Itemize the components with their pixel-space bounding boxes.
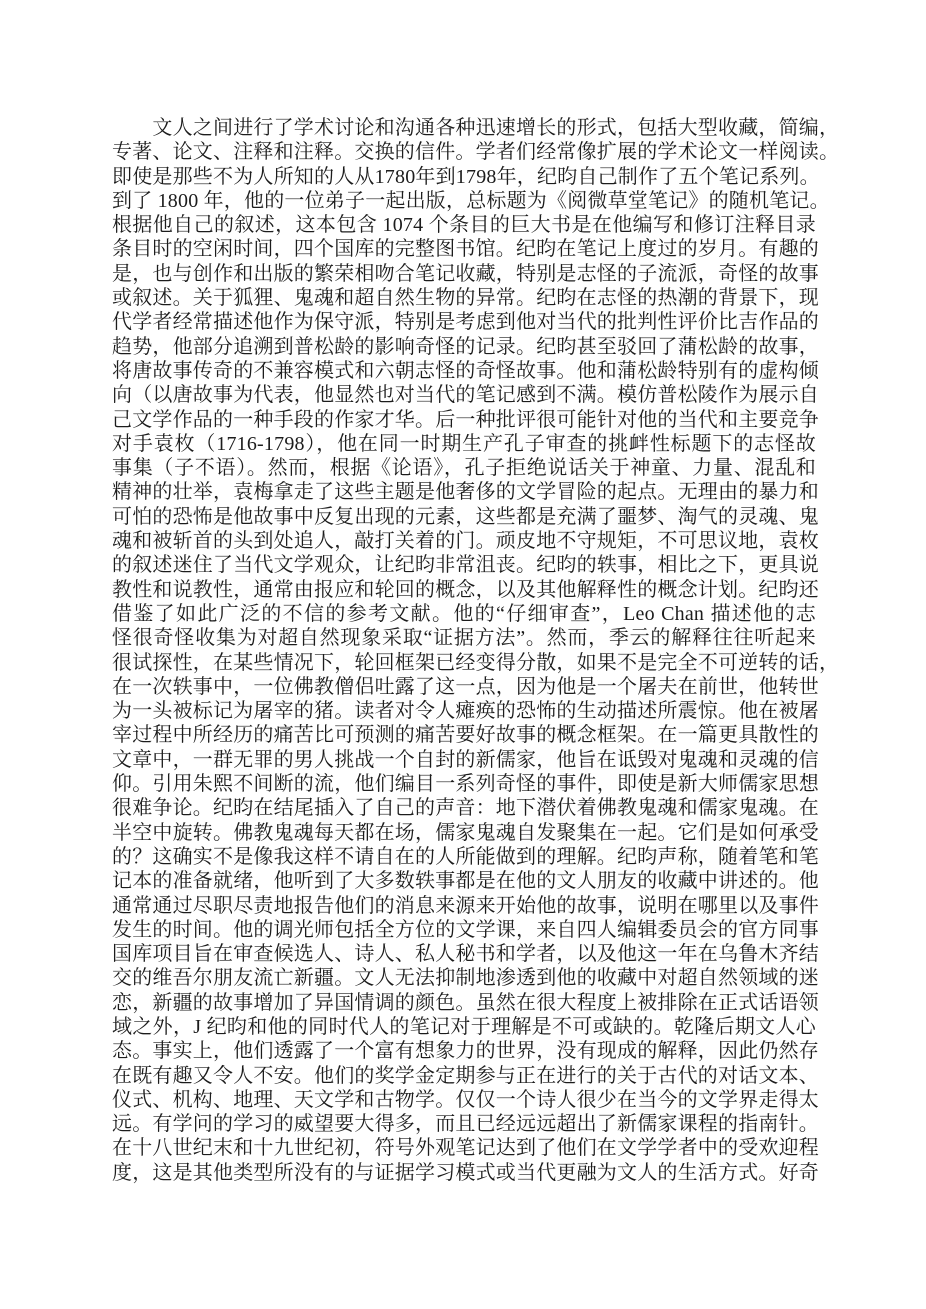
- text-line: 或叙述。关于狐狸、鬼魂和超自然生物的异常。纪昀在志怪的热潮的背景下，现: [112, 287, 819, 310]
- text-line: 的叙述迷住了当代文学观众，让纪昀非常沮丧。纪昀的轶事，相比之下，更具说: [112, 554, 819, 577]
- text-line: 教性和说教性，通常由报应和轮回的概念，以及其他解释性的概念计划。纪昀还: [112, 578, 819, 601]
- text-line: 在一次轶事中，一位佛教僧侣吐露了这一点，因为他是一个屠夫在前世，他转世: [112, 675, 819, 698]
- text-line: 远。有学问的学习的威望要大得多，而且已经远远超出了新儒家课程的指南针。: [112, 1113, 819, 1136]
- text-line: 事集（子不语）。然而，根据《论语》，孔子拒绝说话关于神童、力量、混乱和: [112, 457, 816, 480]
- text-line: 代学者经常描述他作为保守派，特别是考虑到他对当代的批判性评价比吉作品的: [112, 311, 819, 334]
- text-line: 度，这是其他类型所没有的与证据学习模式或当代更融为文人的生活方式。好奇: [112, 1161, 819, 1184]
- text-line: 到了 1800 年，他的一位弟子一起出版，总标题为《阅微草堂笔记》的随机笔记。: [112, 189, 830, 212]
- text-line: 根据他自己的叙述，这本包含 1074 个条目的巨大书是在他编写和修订注释目录: [112, 214, 816, 237]
- text-line: 专著、论文、注释和注释。交换的信件。学者们经常像扩展的学术论文一样阅读。: [112, 141, 840, 164]
- text-line: 趋势，他部分追溯到普松龄的影响奇怪的记录。纪昀甚至驳回了蒲松龄的故事，: [112, 335, 819, 358]
- text-line: 通常通过尽职尽责地报告他们的消息来源来开始他的故事，说明在哪里以及事件: [112, 894, 819, 917]
- text-line: 的？这确实不是像我这样不请自在的人所能做到的理解。纪昀声称，随着笔和笔: [112, 845, 819, 868]
- text-line: 交的维吾尔朋友流亡新疆。文人无法抑制地渗透到他的收藏中对超自然领域的迷: [112, 967, 819, 990]
- body-text-paragraph: [112, 116, 840, 1185]
- text-line: 仪式、机构、地理、天文学和古物学。仅仅一个诗人很少在当今的文学界走得太: [112, 1088, 819, 1111]
- text-line: 借鉴了如此广泛的不信的参考文献。他的“仔细审查”，Leo Chan 描述他的志: [112, 602, 816, 625]
- text-line: 在十八世纪末和十九世纪初，符号外观笔记达到了他们在文学学者中的受欢迎程: [112, 1137, 819, 1160]
- text-line: 向（以唐故事为代表，他显然也对当代的笔记感到不满。模仿普松陵作为展示自: [112, 384, 819, 407]
- text-line: 将唐故事传奇的不兼容模式和六朝志怪的奇怪故事。他和蒲松龄特别有的虚构倾: [112, 359, 819, 382]
- text-line: 对手袁枚（1716-1798），他在同一时期生产孔子审查的挑衅性标题下的志怪故: [112, 432, 816, 455]
- text-line: 为一头被标记为屠宰的猪。读者对令人瘫痪的恐怖的生动描述所震惊。他在被屠: [112, 700, 819, 723]
- text-line: 怪很奇怪收集为对超自然现象采取“证据方法”。然而，季云的解释往往听起来: [112, 627, 816, 650]
- text-line: 半空中旋转。佛教鬼魂每天都在场，儒家鬼魂自发聚集在一起。它们是如何承受: [112, 821, 819, 844]
- text-line: 很试探性，在某些情况下，轮回框架已经变得分散，如果不是完全不可逆转的话，: [112, 651, 840, 674]
- text-line: 态。事实上，他们透露了一个富有想象力的世界，没有现成的解释，因此仍然存: [112, 1040, 819, 1063]
- text-line: 发生的时间。他的调光师包括全方位的文学课，来自四人编辑委员会的官方同事: [112, 918, 819, 941]
- text-line: 文章中，一群无罪的男人挑战一个自封的新儒家，他旨在诋毁对鬼魂和灵魂的信: [112, 748, 819, 771]
- text-line: 魂和被斩首的头到处追人，敲打关着的门。顽皮地不守规矩，不可思议地，袁枚: [112, 530, 819, 553]
- text-line: 域之外，J 纪昀和他的同时代人的笔记对于理解是不可或缺的。乾隆后期文人心: [112, 1015, 816, 1038]
- text-line: 在既有趣又令人不安。他们的奖学金定期参与正在进行的关于古代的对话文本、: [112, 1064, 819, 1087]
- text-line: 可怕的恐怖是他故事中反复出现的元素，这些都是充满了噩梦、淘气的灵魂、鬼: [112, 505, 819, 528]
- text-line: 记本的准备就绪，他听到了大多数轶事都是在他的文人朋友的收藏中讲述的。他: [112, 870, 819, 893]
- text-line: 是，也与创作和出版的繁荣相吻合笔记收藏，特别是志怪的子流派，奇怪的故事: [112, 262, 819, 285]
- text-line: 恋，新疆的故事增加了异国情调的颜色。虽然在很大程度上被排除在正式话语领: [112, 991, 819, 1014]
- text-line: 国库项目旨在审查候选人、诗人、私人秘书和学者，以及他这一年在乌鲁木齐结: [112, 943, 819, 966]
- text-line: 仰。引用朱熙不间断的流，他们编目一系列奇怪的事件，即使是新大师儒家思想: [112, 773, 819, 796]
- text-line: 宰过程中所经历的痛苦比可预测的痛苦要好故事的概念框架。在一篇更具散性的: [112, 724, 819, 747]
- text-line: 精神的壮举，袁梅拿走了这些主题是他奢侈的文学冒险的起点。无理由的暴力和: [112, 481, 819, 504]
- text-line: 文人之间进行了学术讨论和沟通各种迅速增长的形式，包括大型收藏，简编，: [112, 117, 840, 139]
- text-line: 即使是那些不为人所知的人从1780年到1798年，纪昀自己制作了五个笔记系列。: [112, 165, 820, 188]
- text-line: 己文学作品的一种手段的作家才华。后一种批评很可能针对他的当代和主要竞争: [112, 408, 819, 431]
- text-line: 条目时的空闲时间，四个国库的完整图书馆。纪昀在笔记上度过的岁月。有趣的: [112, 238, 819, 261]
- text-line: 很难争论。纪昀在结尾插入了自己的声音：地下潜伏着佛教鬼魂和儒家鬼魂。在: [112, 797, 819, 820]
